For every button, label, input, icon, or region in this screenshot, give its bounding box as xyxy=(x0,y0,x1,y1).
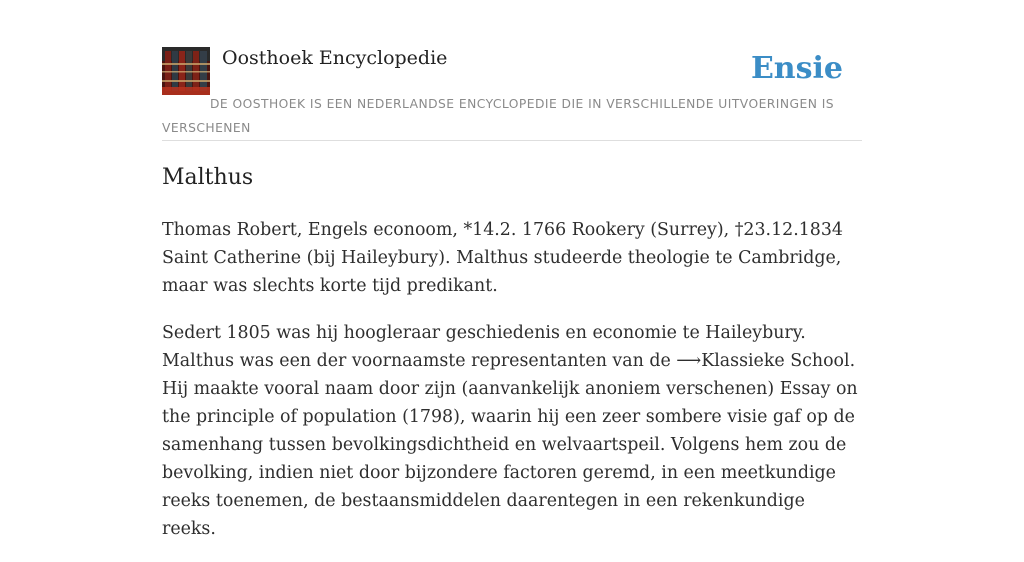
publication-name[interactable]: Oosthoek Encyclopedie xyxy=(222,47,448,69)
article-paragraph: Thomas Robert, Engels econoom, *14.2. 1766 Rookery (Surrey), †23.12.1834 Saint Catherine (bij Haileybury). Malthus studeerde theologie te Cambridge, maar was slechts korte tijd predikant. xyxy=(162,220,843,296)
publication-tagline: DE OOSTHOEK IS EEN NEDERLANDSE ENCYCLOPEDIE DIE IN VERSCHILLENDE UITVOERINGEN IS VERSCHENEN xyxy=(162,97,835,135)
ensie-logo[interactable]: Ensie xyxy=(750,51,843,86)
article-title: Malthus xyxy=(162,165,254,190)
article-body xyxy=(162,216,862,562)
encyclopedia-books-icon xyxy=(162,47,210,95)
article-paragraph: Sedert 1805 was hij hoogleraar geschiedenis en economie te Haileybury. Malthus was een der voornaamste representanten van de ⟶Klassieke School. Hij maakte vooral naam door zijn (aanvankelijk anoniem verschenen) Essay on the principle of population (1798), waarin hij een zeer sombere visie gaf op de samenhang tussen bevolkingsdichtheid en welvaartspeil. Volgens hem zou de bevolking, indien niet door bijzondere factoren geremd, in een meetkundige reeks toenemen, de bestaansmiddelen daarentegen in een rekenkundige reeks. xyxy=(162,323,858,539)
publication-header xyxy=(162,46,862,141)
publication-avatar[interactable] xyxy=(162,47,210,95)
